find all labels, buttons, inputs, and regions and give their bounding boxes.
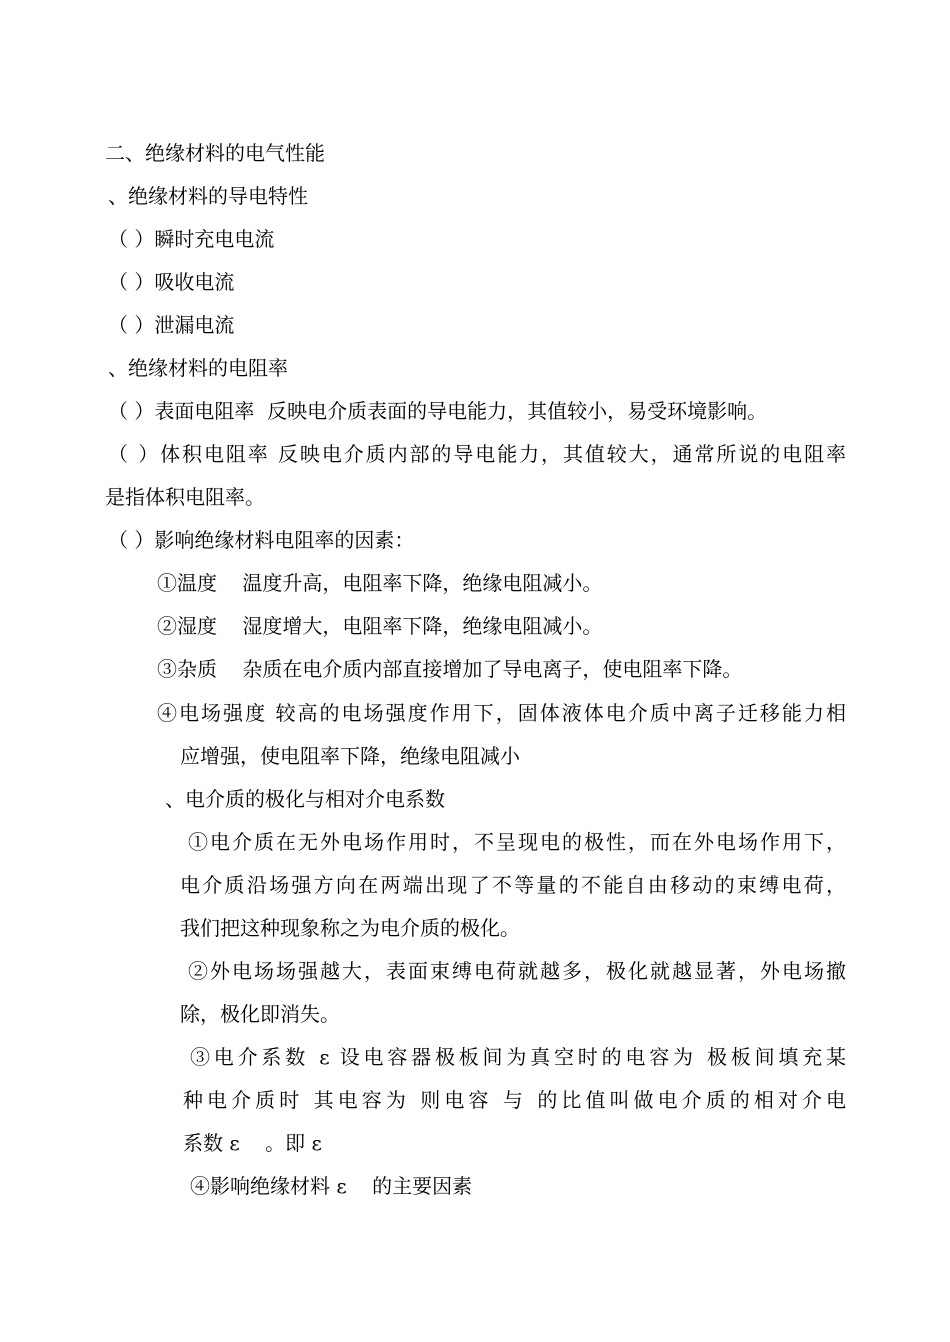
paragraph-line: 我们把这种现象称之为电介质的极化。 (180, 916, 520, 940)
list-item: （ ）影响绝缘材料电阻率的因素： (108, 528, 415, 552)
factor-item: ①温度 温度升高，电阻率下降，绝缘电阻减小。 (157, 571, 603, 595)
list-item: （ ）瞬时充电电流 (108, 227, 275, 251)
subsection-heading: 、绝缘材料的导电特性 (108, 184, 308, 208)
paragraph-line: ①电介质在无外电场作用时，不呈现电的极性，而在外电场作用下， (188, 830, 846, 854)
subsection-heading: 、电介质的极化与相对介电系数 (165, 787, 445, 811)
list-item: （ ）表面电阻率 反映电介质表面的导电能力，其值较小，易受环境影响。 (108, 399, 768, 423)
factor-item: ②湿度 湿度增大，电阻率下降，绝缘电阻减小。 (157, 614, 603, 638)
paragraph-line: 电介质沿场强方向在两端出现了不等量的不能自由移动的束缚电荷， (180, 873, 846, 897)
paragraph-line: ④影响绝缘材料 ε 的主要因素 (190, 1174, 473, 1198)
paragraph-line: 系数 ε 。即 ε (183, 1131, 322, 1155)
list-item: （ ）泄漏电流 (108, 313, 235, 337)
paragraph-line: 应增强，使电阻率下降，绝缘电阻减小 (180, 744, 520, 768)
paragraph-line: 种电介质时 其电容为 则电容 与 的比值叫做电介质的相对介电 (183, 1088, 846, 1112)
list-item: （ ）体积电阻率 反映电介质内部的导电能力，其值较大，通常所说的电阻率 (108, 442, 846, 466)
paragraph-line: ③电介系数 ε 设电容器极板间为真空时的电容为 极板间填充某 (190, 1045, 846, 1069)
factor-item: ④电场强度 较高的电场强度作用下，固体液体电介质中离子迁移能力相 (157, 701, 846, 725)
list-item: （ ）吸收电流 (108, 270, 235, 294)
subsection-heading: 、绝缘材料的电阻率 (108, 356, 288, 380)
factor-item: ③杂质 杂质在电介质内部直接增加了导电离子，使电阻率下降。 (157, 657, 743, 681)
section-heading: 二、绝缘材料的电气性能 (105, 141, 325, 165)
paragraph-line: ②外电场场强越大，表面束缚电荷就越多，极化就越显著，外电场撤 (188, 959, 846, 983)
paragraph-line: 除，极化即消失。 (180, 1002, 340, 1026)
paragraph-line: 是指体积电阻率。 (105, 485, 265, 509)
